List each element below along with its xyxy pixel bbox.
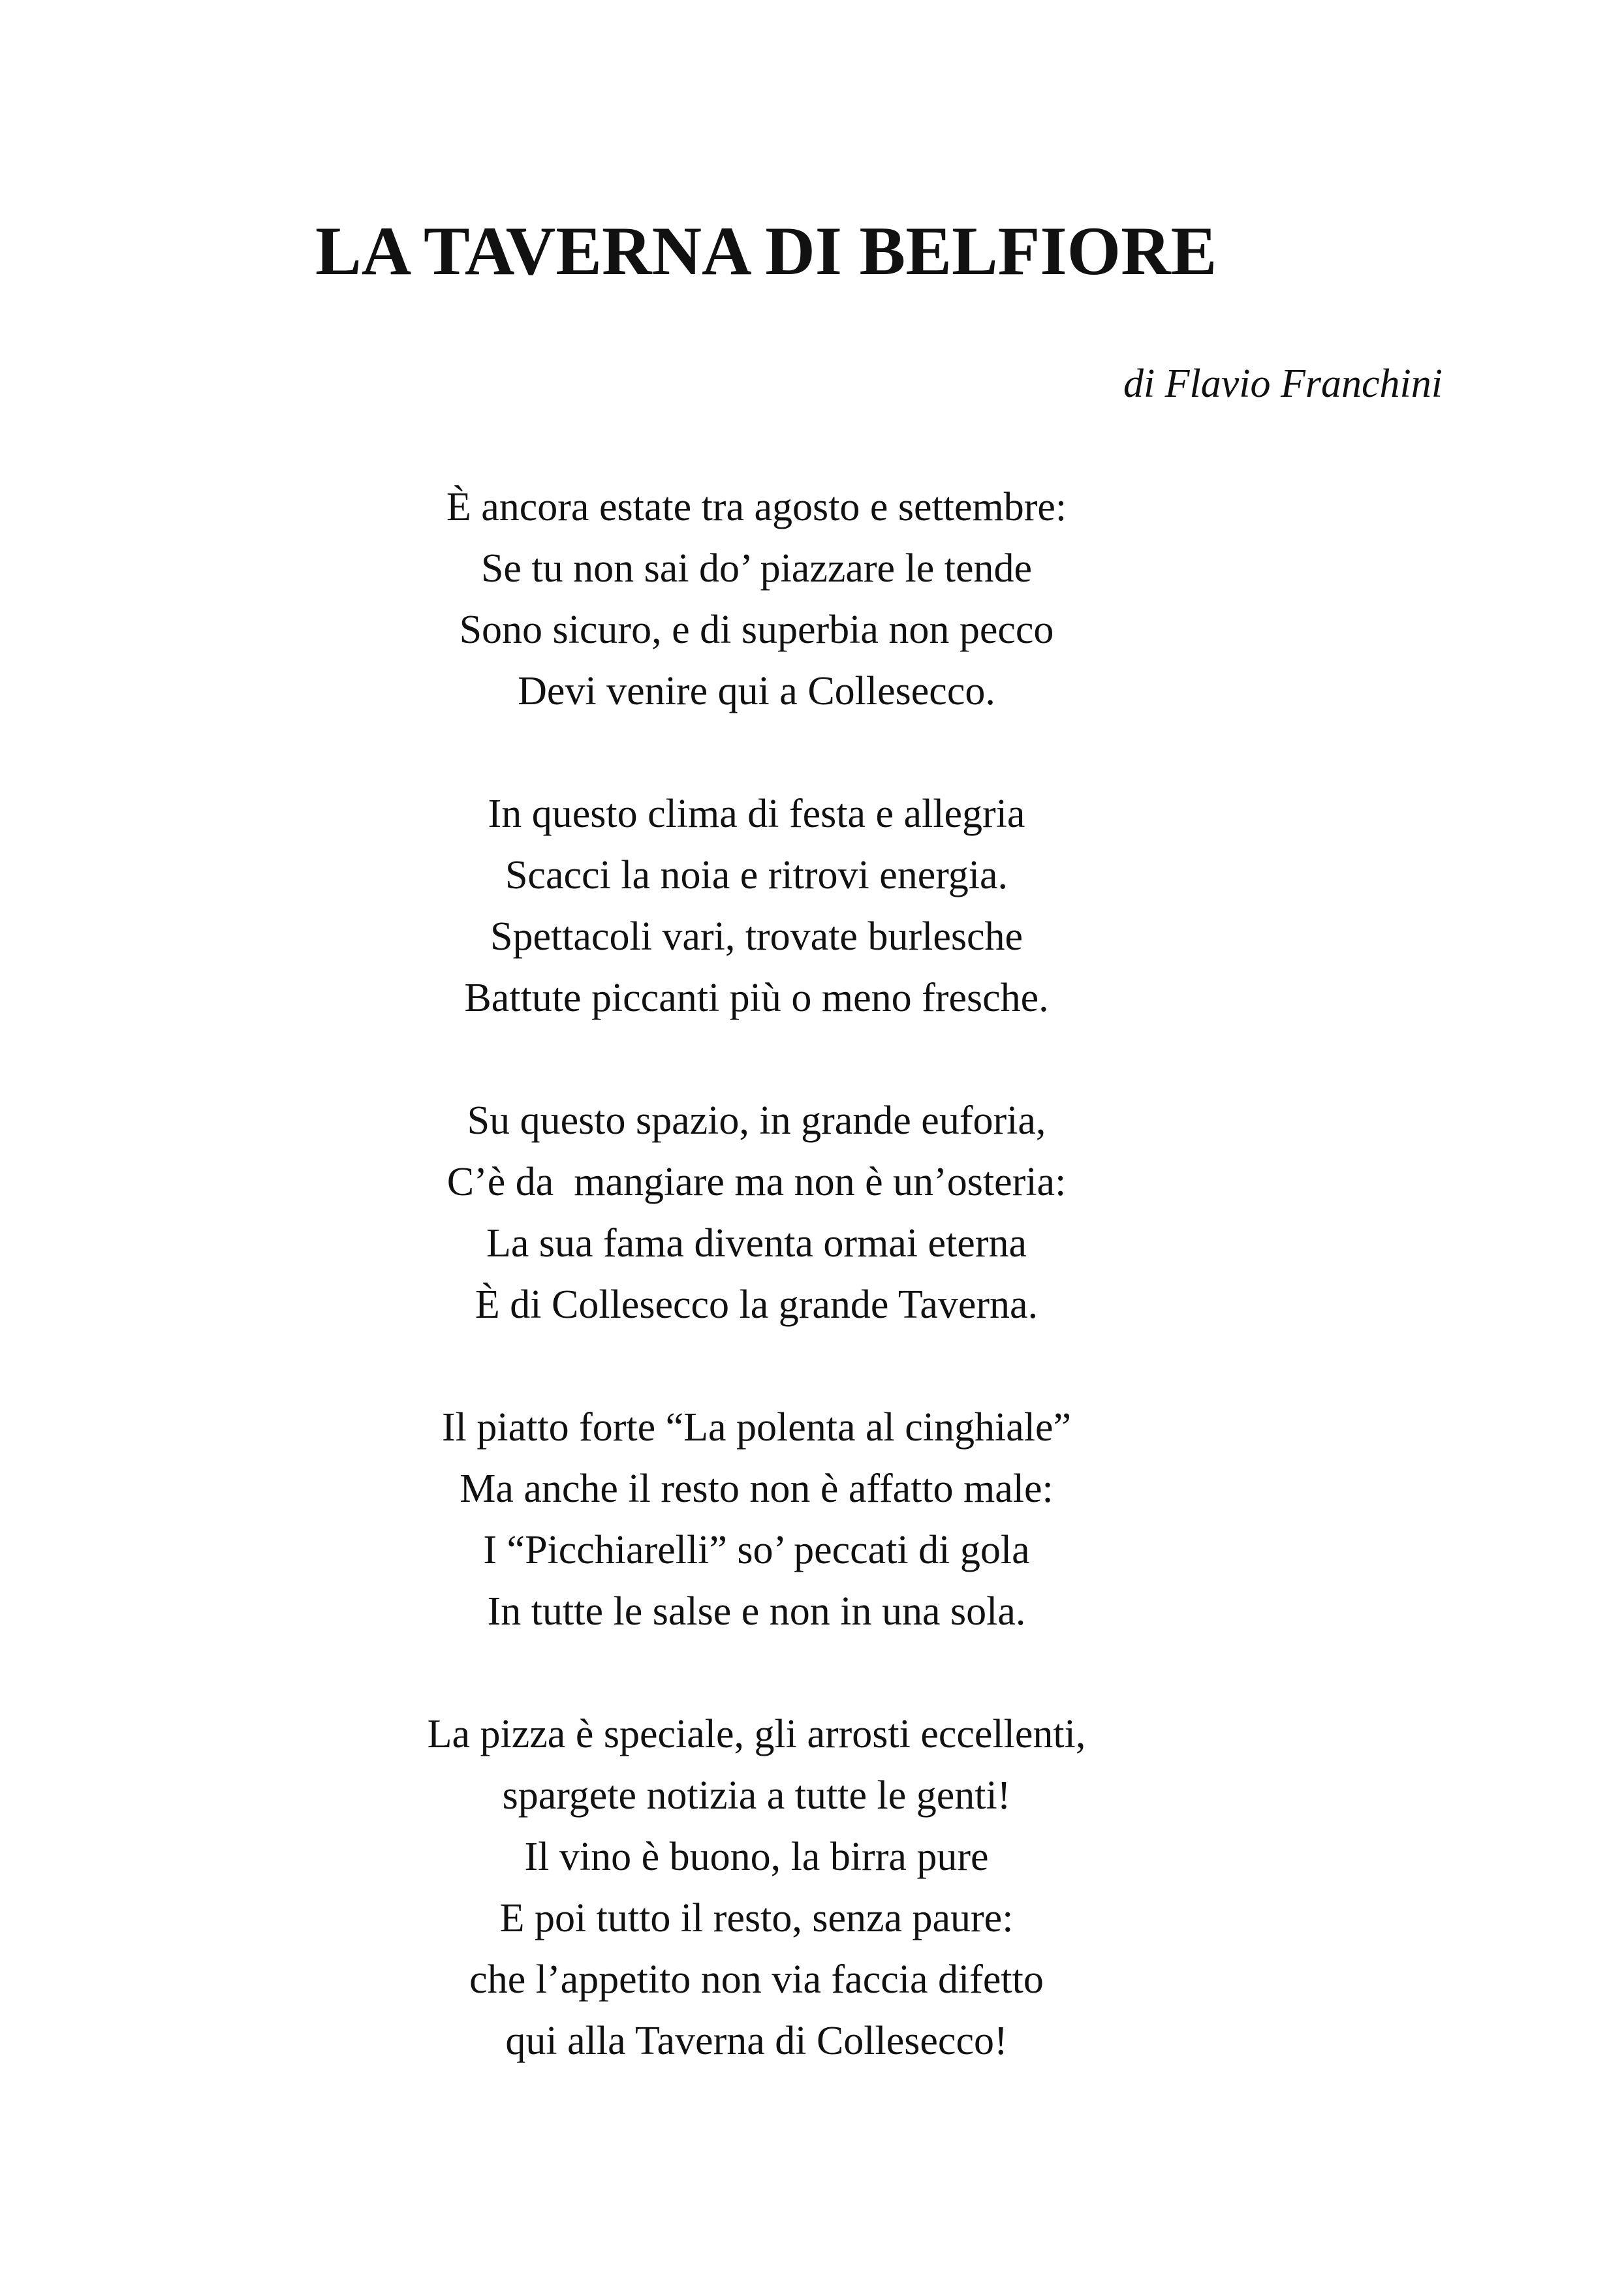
poem-line: spargete notizia a tutte le genti! xyxy=(502,1773,1011,1818)
poem-line: È di Collesecco la grande Taverna. xyxy=(475,1283,1038,1327)
poem-line: Spettacoli vari, trovate burlesche xyxy=(490,914,1023,959)
poem-line: Scacci la noia e ritrovi energia. xyxy=(505,853,1008,897)
stanza-4 xyxy=(0,1397,1569,1642)
poem-line: È ancora estate tra agosto e settembre: xyxy=(446,485,1067,529)
poem-line: qui alla Taverna di Collesecco! xyxy=(505,2019,1008,2063)
poem-line: C’è da mangiare ma non è un’osteria: xyxy=(446,1160,1067,1204)
poem-line: Il piatto forte “La polenta al cinghiale” xyxy=(442,1405,1071,1450)
poem-line: In questo clima di festa e allegria xyxy=(488,792,1025,836)
stanza-2 xyxy=(0,783,1569,1029)
poem-line: Il vino è buono, la birra pure xyxy=(524,1835,989,1879)
stanza-5 xyxy=(0,1704,1569,2072)
poem-line: Devi venire qui a Collesecco. xyxy=(518,669,995,713)
poem-line: In tutte le salse e non in una sola. xyxy=(487,1589,1026,1634)
poem-line: Ma anche il resto non è affatto male: xyxy=(460,1467,1054,1511)
poem-line: Sono sicuro, e di superbia non pecco xyxy=(459,608,1054,652)
poem-line: La sua fama diventa ormai eterna xyxy=(486,1221,1027,1266)
stanza-1 xyxy=(0,476,1569,722)
poem-line: La pizza è speciale, gli arrosti eccellenti, xyxy=(427,1712,1086,1756)
poem-line: I “Picchiarelli” so’ peccati di gola xyxy=(483,1528,1030,1572)
author-byline: di Flavio Franchini xyxy=(1123,362,1443,406)
stanza-3 xyxy=(0,1090,1569,1335)
title-text: LA TAVERNA DI BELFIORE xyxy=(315,213,1217,289)
poem-line: E poi tutto il resto, senza paure: xyxy=(499,1896,1014,1940)
poem-line: Battute piccanti più o meno fresche. xyxy=(464,976,1049,1020)
poem xyxy=(0,476,1624,2133)
poem-line: Su questo spazio, in grande euforia, xyxy=(467,1098,1046,1143)
poem-line: che l’appetito non via faccia difetto xyxy=(469,1957,1044,2002)
poem-line: Se tu non sai do’ piazzare le tende xyxy=(480,546,1033,591)
